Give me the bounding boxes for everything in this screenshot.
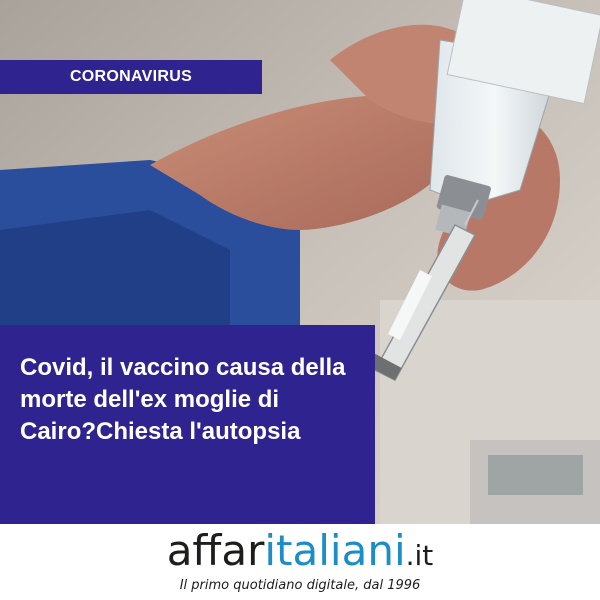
category-tag: CORONAVIRUS [0,60,262,94]
tagline: Il primo quotidiano digitale, dal 1996 [179,578,421,593]
logo-part-italiani: italiani [264,526,406,575]
brand-footer [0,524,600,600]
logo-suffix: .it [405,539,434,572]
affaritaliani-logo [0,528,600,574]
headline: Covid, il vaccino causa della morte dell'ex moglie di Cairo?Chiesta l'autopsia [20,354,346,445]
logo-part-affar: affar [166,526,265,575]
headline-box [0,325,375,524]
